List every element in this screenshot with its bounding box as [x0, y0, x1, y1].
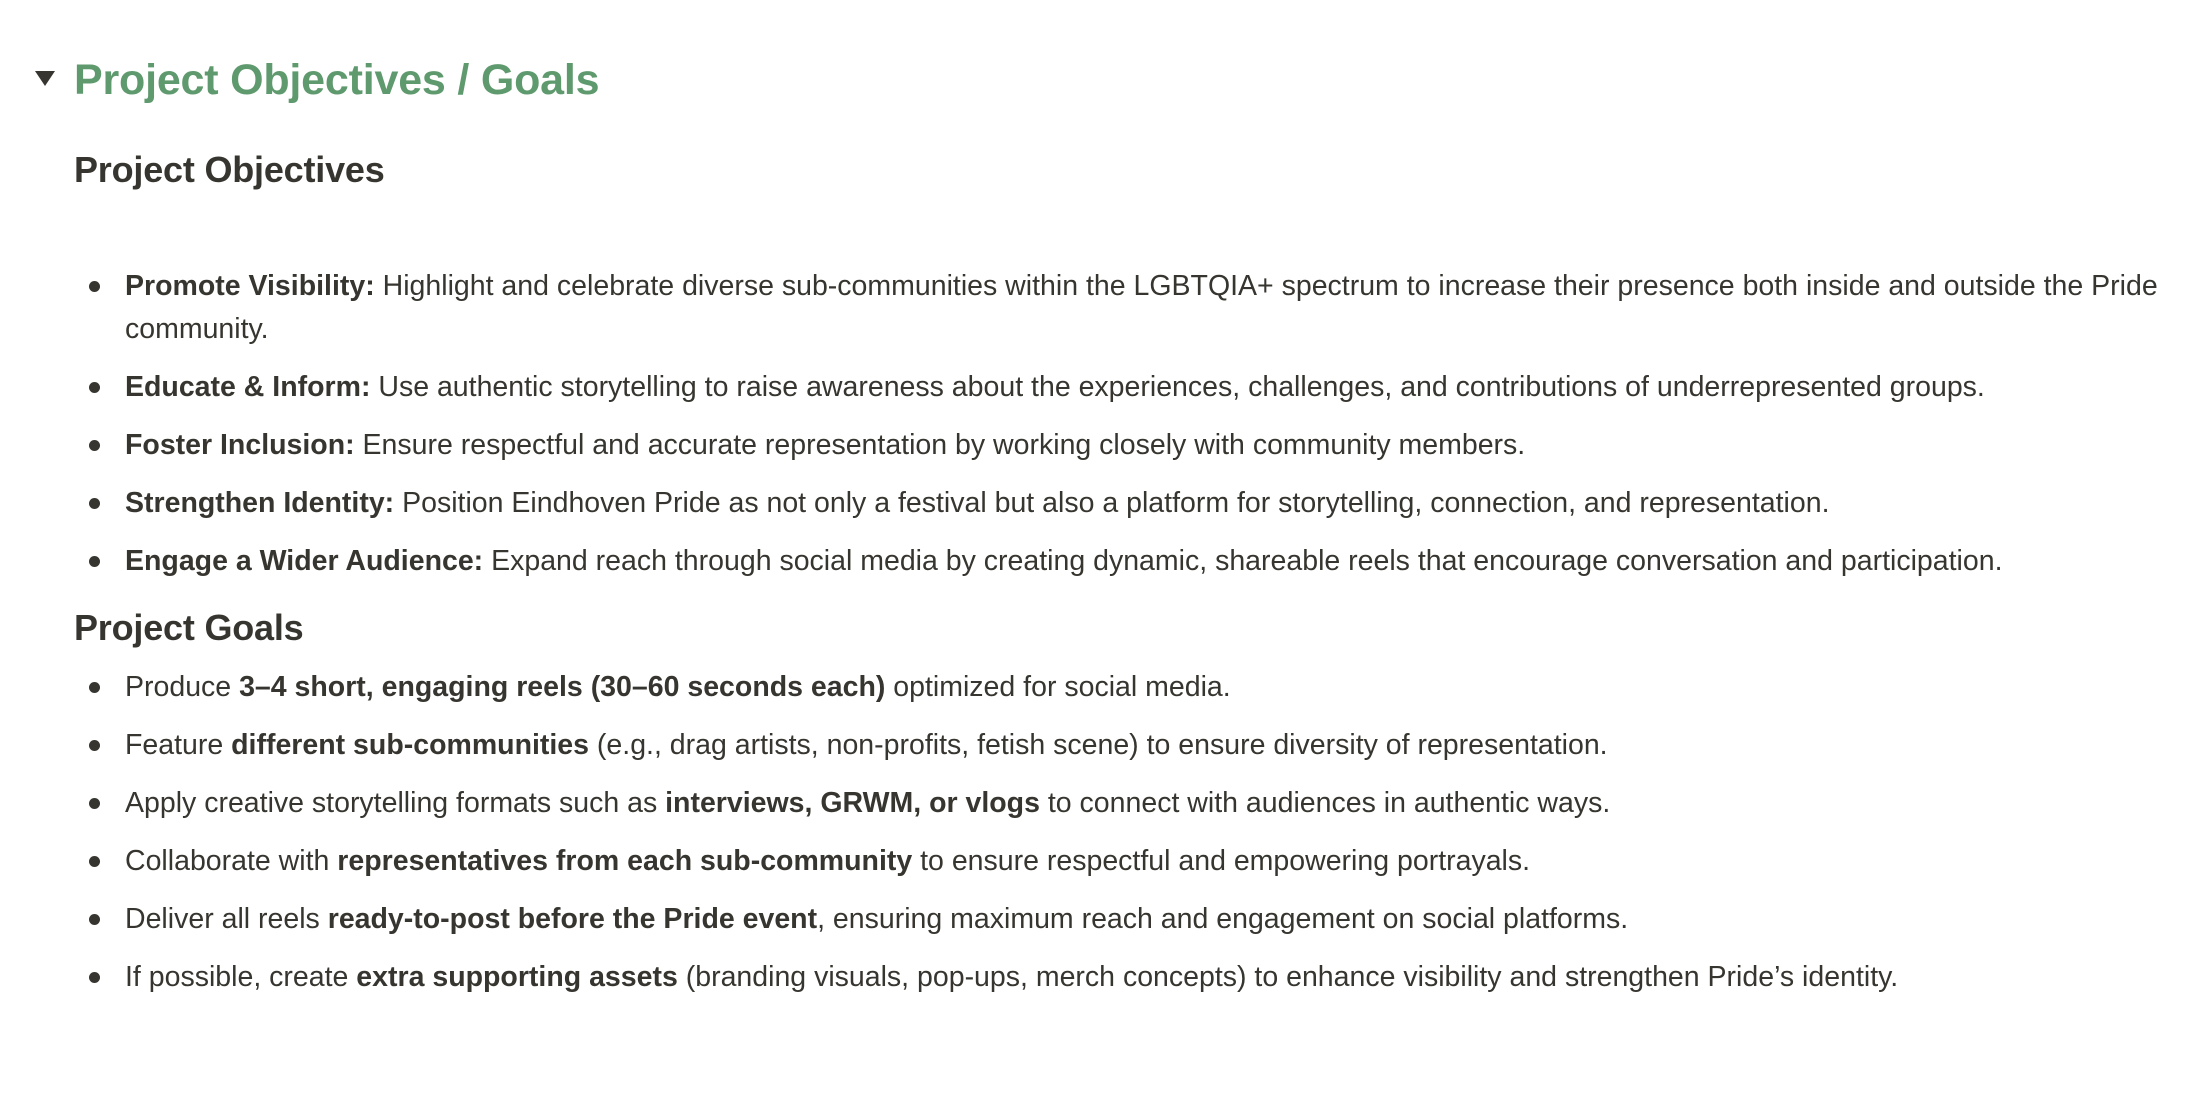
item-text: If possible, create	[125, 961, 357, 993]
item-text: Use authentic storytelling to raise awareness about the experiences, challenges, and contributions of underrepresented groups.	[370, 371, 1985, 403]
goals-list	[74, 666, 2174, 999]
item-emphasis: interviews, GRWM, or vlogs	[665, 787, 1040, 819]
list-item	[74, 666, 2174, 709]
item-emphasis: Foster Inclusion:	[125, 429, 355, 461]
bullet-icon	[89, 382, 100, 393]
objectives-list	[74, 265, 2174, 583]
list-item	[74, 898, 2174, 941]
item-emphasis: Educate & Inform:	[125, 371, 371, 403]
item-text: Position Eindhoven Pride as not only a festival but also a platform for storytelling, connection, and representation.	[394, 487, 1830, 519]
item-text: Ensure respectful and accurate representation by working closely with community members.	[354, 429, 1526, 461]
toggle-title[interactable]: Project Objectives / Goals	[74, 56, 600, 104]
bullet-icon	[89, 682, 100, 693]
list-item	[74, 782, 2174, 825]
toggle-content	[74, 140, 2174, 1014]
list-item	[74, 424, 2174, 467]
list-item	[74, 956, 2174, 999]
item-emphasis: different sub-communities	[231, 729, 590, 761]
bullet-icon	[89, 440, 100, 451]
item-emphasis: ready-to-post before the Pride event	[327, 903, 818, 935]
item-text: Highlight and celebrate diverse sub-communities within the LGBTQIA+ spectrum to increase their presence both inside and outside the Pride community.	[125, 270, 2158, 345]
item-text: Apply creative storytelling formats such as	[125, 787, 666, 819]
item-emphasis: representatives from each sub-community	[337, 845, 913, 877]
bullet-icon	[89, 740, 100, 751]
item-emphasis: Engage a Wider Audience:	[125, 545, 484, 577]
bullet-icon	[89, 556, 100, 567]
list-item	[74, 840, 2174, 883]
bullet-icon	[89, 972, 100, 983]
item-emphasis: 3–4 short, engaging reels (30–60 seconds each)	[239, 671, 886, 703]
item-text: to connect with audiences in authentic ways.	[1039, 787, 1611, 819]
item-text: Collaborate with	[125, 845, 338, 877]
bullet-icon	[89, 856, 100, 867]
item-text: Expand reach through social media by creating dynamic, shareable reels that encourage conversation and participation.	[483, 545, 2003, 577]
item-emphasis: Strengthen Identity:	[125, 487, 395, 519]
list-item	[74, 366, 2174, 409]
list-item	[74, 724, 2174, 767]
item-text: Deliver all reels	[125, 903, 328, 935]
bullet-icon	[89, 914, 100, 925]
bullet-icon	[89, 798, 100, 809]
item-text: optimized for social media.	[885, 671, 1231, 703]
item-text: (e.g., drag artists, non-profits, fetish scene) to ensure diversity of representation.	[589, 729, 1608, 761]
item-text: (branding visuals, pop-ups, merch concepts) to enhance visibility and strengthen Pride’s identity.	[677, 961, 1899, 993]
bullet-icon	[89, 281, 100, 292]
objectives-heading: Project Objectives	[74, 149, 385, 190]
item-text: Feature	[125, 729, 232, 761]
bullet-icon	[89, 498, 100, 509]
item-text: to ensure respectful and empowering portrayals.	[912, 845, 1531, 877]
list-item	[74, 540, 2174, 583]
list-item	[74, 265, 2174, 351]
item-text: Produce	[125, 671, 240, 703]
item-emphasis: extra supporting assets	[356, 961, 678, 993]
triangle-down-icon[interactable]	[30, 63, 60, 93]
item-text: , ensuring maximum reach and engagement on social platforms.	[817, 903, 1629, 935]
item-emphasis: Promote Visibility:	[125, 270, 375, 302]
list-item	[74, 482, 2174, 525]
goals-heading: Project Goals	[74, 607, 304, 648]
